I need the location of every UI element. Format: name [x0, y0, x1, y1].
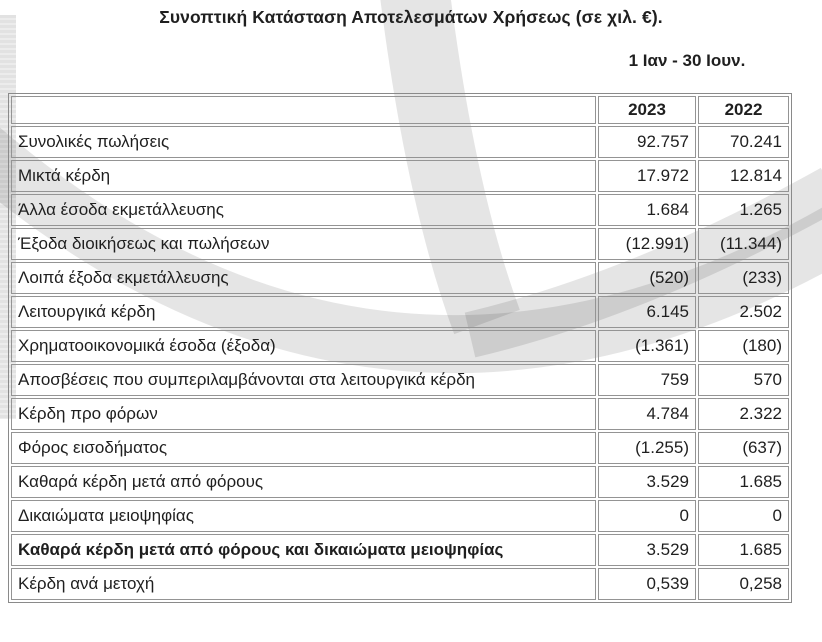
value-cell-2022: (233): [698, 262, 789, 294]
header-cell-empty: [11, 96, 596, 124]
value-cell-2022: 2.322: [698, 398, 789, 430]
value-cell-2022: 1.265: [698, 194, 789, 226]
value-cell-2022: (637): [698, 432, 789, 464]
table-row: [11, 126, 789, 158]
row-label-cell: Κέρδη προ φόρων: [11, 398, 596, 430]
table-row: [11, 568, 789, 600]
table-row: [11, 432, 789, 464]
header-cell-2022: 2022: [698, 96, 789, 124]
table-row: [11, 262, 789, 294]
row-label-cell: Λειτουργικά κέρδη: [11, 296, 596, 328]
value-cell-2023: 0,539: [598, 568, 696, 600]
table-row: [11, 534, 789, 566]
value-cell-2022: 1.685: [698, 534, 789, 566]
value-cell-2022: 570: [698, 364, 789, 396]
row-label-cell: Αποσβέσεις που συμπεριλαμβάνονται στα λειτουργικά κέρδη: [11, 364, 596, 396]
table-row: [11, 500, 789, 532]
value-cell-2023: 3.529: [598, 466, 696, 498]
row-label-cell: Δικαιώματα μειοψηφίας: [11, 500, 596, 532]
table-row: [11, 330, 789, 362]
table-row: [11, 466, 789, 498]
value-cell-2023: 0: [598, 500, 696, 532]
header-row: [11, 96, 789, 124]
value-cell-2022: 0: [698, 500, 789, 532]
income-statement-table: [8, 93, 792, 603]
table-row: [11, 296, 789, 328]
value-cell-2022: 0,258: [698, 568, 789, 600]
income-table-header: [11, 96, 789, 124]
table-row: [11, 194, 789, 226]
row-label-cell: Καθαρά κέρδη μετά από φόρους: [11, 466, 596, 498]
value-cell-2023: (12.991): [598, 228, 696, 260]
row-label-cell: Χρηματοοικονομικά έσοδα (έξοδα): [11, 330, 596, 362]
value-cell-2023: (520): [598, 262, 696, 294]
value-cell-2023: (1.255): [598, 432, 696, 464]
value-cell-2023: 17.972: [598, 160, 696, 192]
value-cell-2023: 759: [598, 364, 696, 396]
value-cell-2023: 4.784: [598, 398, 696, 430]
period-label: 1 Ιαν - 30 Ιουν.: [628, 51, 746, 70]
value-cell-2022: 12.814: [698, 160, 789, 192]
row-label-cell: Συνολικές πωλήσεις: [11, 126, 596, 158]
income-table-body: [11, 126, 789, 600]
row-label-cell: Έξοδα διοικήσεως και πωλήσεων: [11, 228, 596, 260]
value-cell-2022: (11.344): [698, 228, 789, 260]
value-cell-2023: 1.684: [598, 194, 696, 226]
value-cell-2023: 6.145: [598, 296, 696, 328]
value-cell-2022: 70.241: [698, 126, 789, 158]
row-label-cell: Λοιπά έξοδα εκμετάλλευσης: [11, 262, 596, 294]
value-cell-2023: 92.757: [598, 126, 696, 158]
value-cell-2023: (1.361): [598, 330, 696, 362]
row-label-cell: Καθαρά κέρδη μετά από φόρους και δικαιώματα μειοψηφίας: [11, 534, 596, 566]
value-cell-2022: (180): [698, 330, 789, 362]
value-cell-2023: 3.529: [598, 534, 696, 566]
table-row: [11, 160, 789, 192]
value-cell-2022: 2.502: [698, 296, 789, 328]
row-label-cell: Κέρδη ανά μετοχή: [11, 568, 596, 600]
table-row: [11, 364, 789, 396]
table-row: [11, 398, 789, 430]
table-row: [11, 228, 789, 260]
header-cell-2023: 2023: [598, 96, 696, 124]
value-cell-2022: 1.685: [698, 466, 789, 498]
row-label-cell: Άλλα έσοδα εκμετάλλευσης: [11, 194, 596, 226]
row-label-cell: Μικτά κέρδη: [11, 160, 596, 192]
page-title: Συνοπτική Κατάσταση Αποτελεσμάτων Χρήσεως (σε χιλ. €).: [159, 7, 663, 27]
row-label-cell: Φόρος εισοδήματος: [11, 432, 596, 464]
